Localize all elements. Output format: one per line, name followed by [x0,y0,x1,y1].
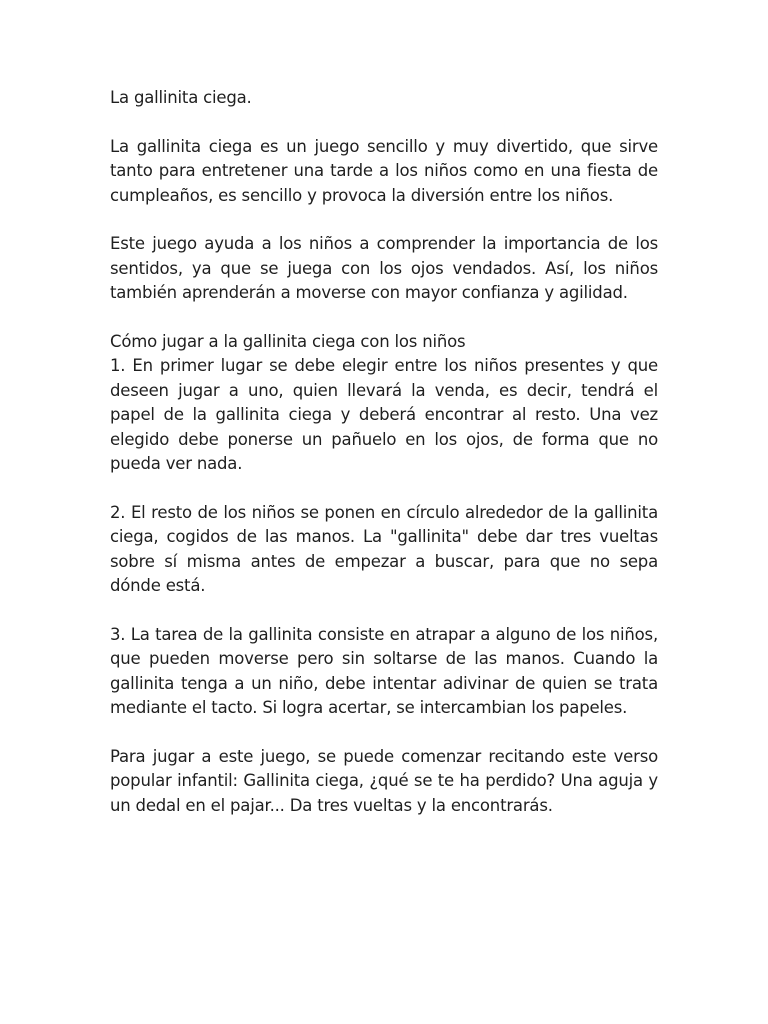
benefits-paragraph: Este juego ayuda a los niños a comprender la importancia de los sentidos, ya que se juega con los ojos vendados. Así, los niños también aprenderán a moverse con mayor confianza y agilidad. [110,234,658,303]
step-paragraph-2: 2. El resto de los niños se ponen en círculo alrededor de la gallinita ciega, cogidos de las manos. La "gallinita" debe dar tres vueltas sobre sí misma antes de empezar a buscar, para que no sepa dónde está. [110,502,658,596]
step-paragraph-1: 1. En primer lugar se debe elegir entre los niños presentes y que deseen jugar a uno, quien llevará la venda, es decir, tendrá el papel de la gallinita ciega y deberá encontrar al resto. Una vez elegido debe ponerse un pañuelo en los ojos, de forma que no pueda ver nada. [110,356,658,474]
intro-paragraph: La gallinita ciega es un juego sencillo y muy divertido, que sirve tanto para entretener una tarde a los niños como en una fiesta de cumpleaños, es sencillo y provoca la diversión entre los niños. [110,136,658,205]
paragraph-spacer [110,110,658,134]
how-to-heading: Cómo jugar a la gallinita ciega con los niños [110,332,466,352]
paragraph-spacer [110,720,658,744]
paragraph-spacer [110,476,658,500]
paragraph-spacer [110,306,658,330]
closing-paragraph: Para jugar a este juego, se puede comenzar recitando este verso popular infantil: Gallinita ciega, ¿qué se te ha perdido? Una aguja y un dedal en el pajar... Da tres vueltas y la encontrarás. [110,746,658,815]
step-paragraph-3: 3. La tarea de la gallinita consiste en atrapar a alguno de los niños, que pueden moverse pero sin soltarse de las manos. Cuando la gallinita tenga a un niño, debe intentar adivinar de quien se trata mediante el tacto. Si logra acertar, se intercambian los papeles. [110,624,658,718]
paragraph-spacer [110,208,658,232]
paragraph-spacer [110,598,658,622]
document-page [110,86,658,818]
document-title: La gallinita ciega. [110,88,252,107]
